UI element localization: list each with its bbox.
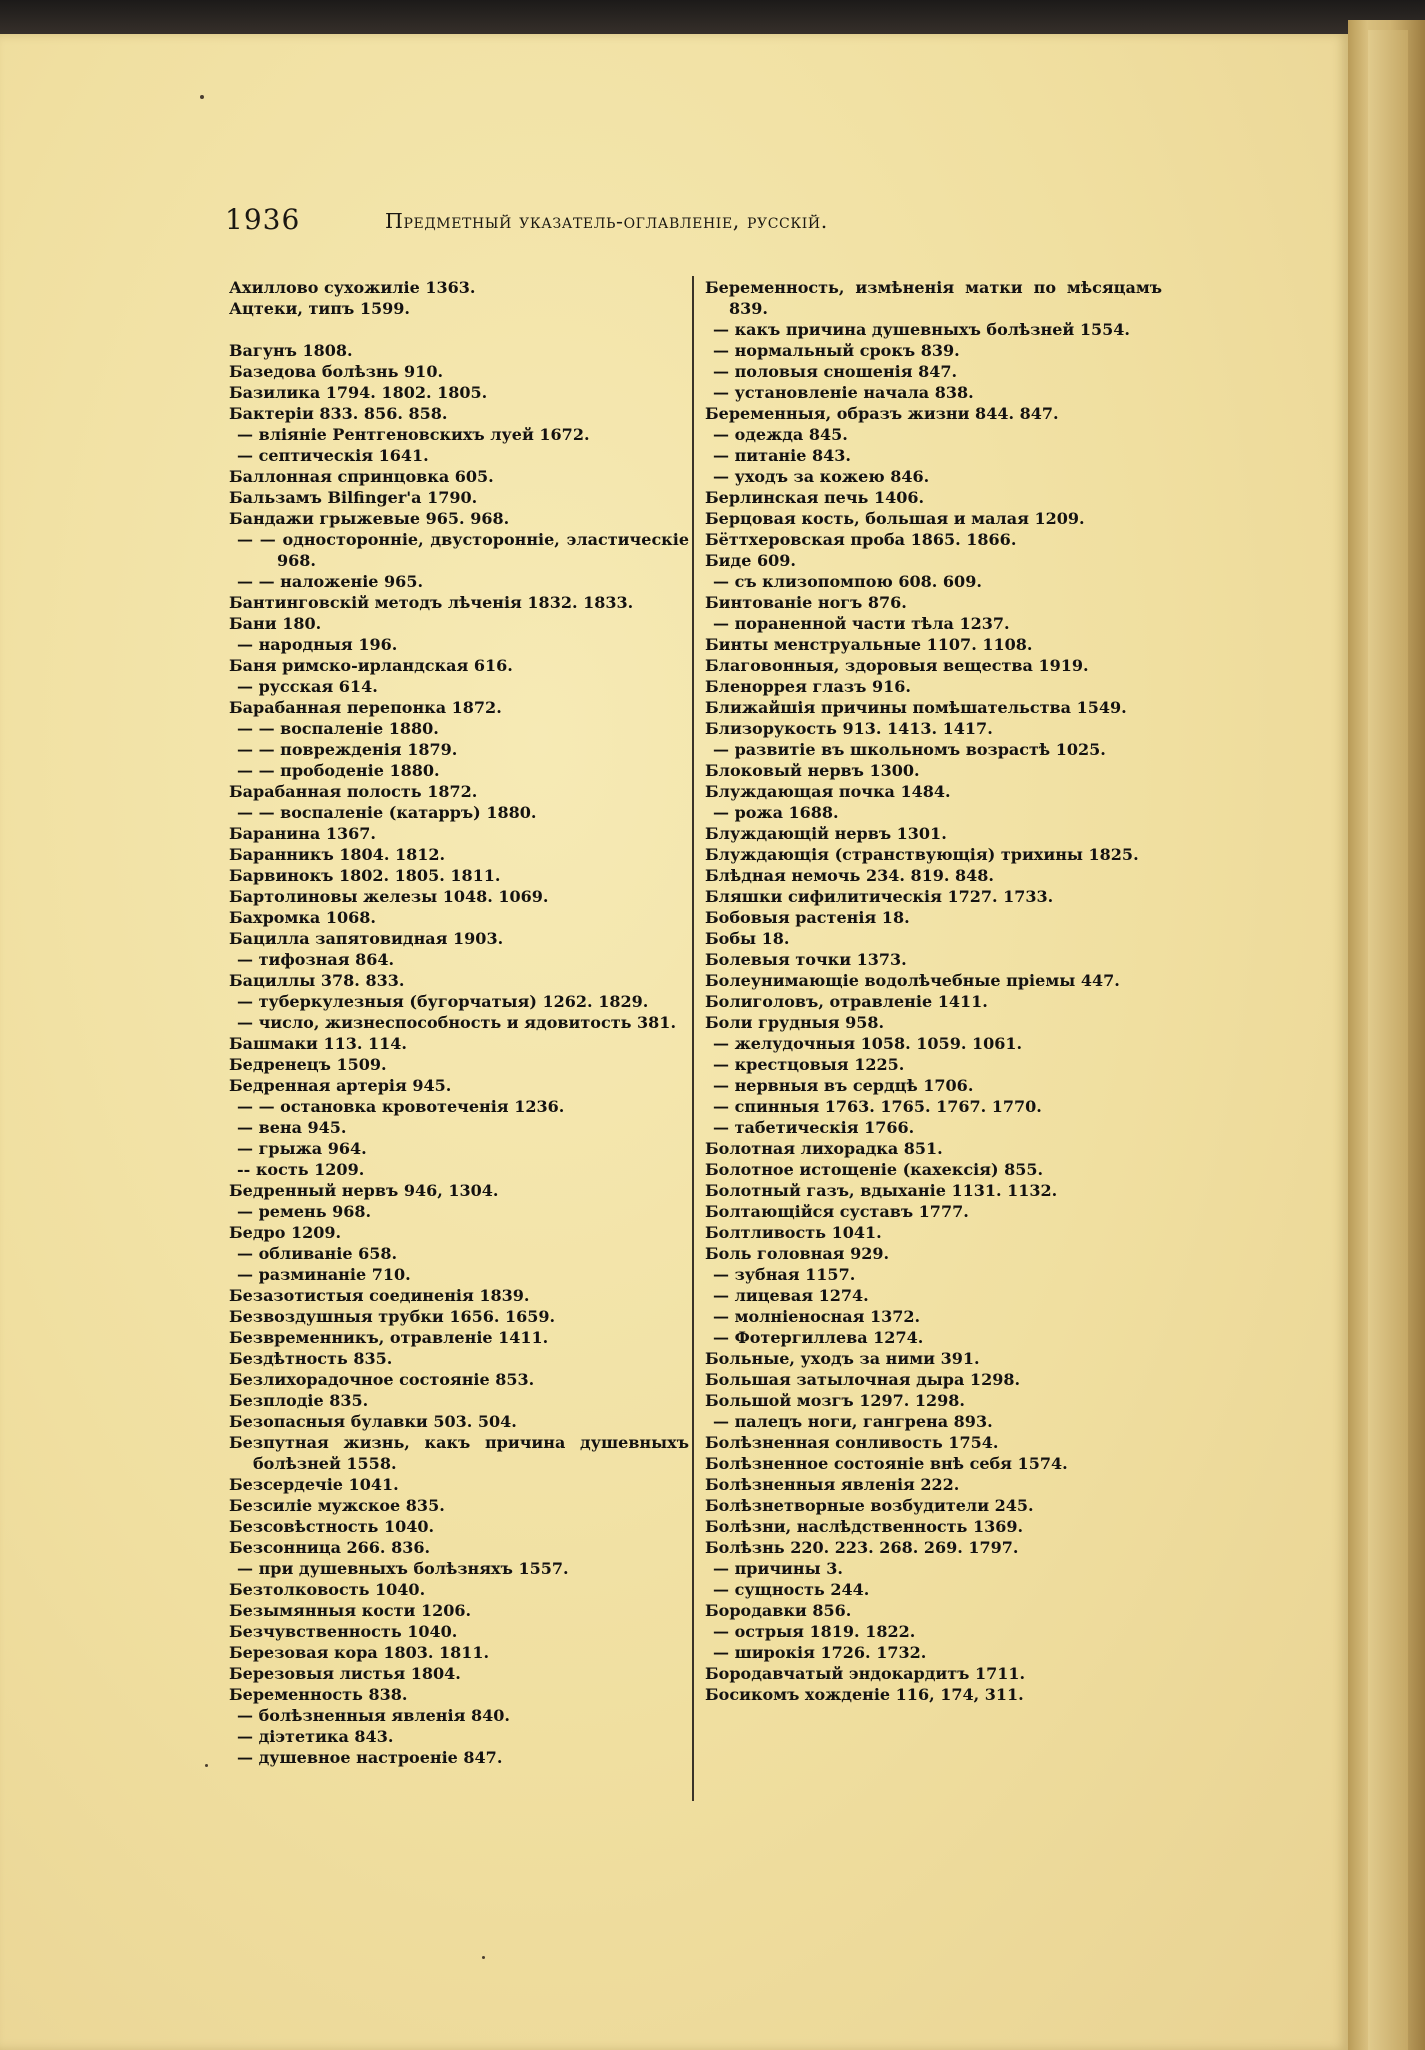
running-title: Предметный указатель-оглавленіе, русскій. xyxy=(385,209,828,233)
index-entry: — — поврежденія 1879. xyxy=(237,740,458,759)
index-entry: — септическія 1641. xyxy=(237,446,429,465)
index-entry: Блуждающій нервъ 1301. xyxy=(705,824,947,843)
index-entry: Бобы 18. xyxy=(705,929,790,948)
index-entry: Бородавки 856. xyxy=(705,1601,852,1620)
index-entry: Ацтеки, типъ 1599. xyxy=(229,299,410,318)
index-entry: — — наложеніе 965. xyxy=(237,572,424,591)
index-entry: — Фотергиллева 1274. xyxy=(713,1328,924,1347)
index-entry: Безазотистыя соединенія 1839. xyxy=(229,1286,530,1305)
index-entry: Бёттхеровская проба 1865. 1866. xyxy=(705,530,1017,549)
index-entry: Блуждающія (странствующія) трихины 1825. xyxy=(705,845,1139,864)
index-entry: Бальзамъ Bilfinger'а 1790. xyxy=(229,488,478,507)
index-entry: — молніеносная 1372. xyxy=(713,1307,921,1326)
index-entry: — діэтетика 843. xyxy=(237,1727,394,1746)
index-entry: Блѣдная немочь 234. 819. 848. xyxy=(705,866,994,885)
index-entry: Базедова болѣзнь 910. xyxy=(229,362,444,381)
index-entry: — пораненной части тѣла 1237. xyxy=(713,614,1010,633)
index-entry: — рожа 1688. xyxy=(713,803,839,822)
index-entry: Берцовая кость, большая и малая 1209. xyxy=(705,509,1085,528)
index-entry: Безпутная жизнь, какъ причина душевныхъ болѣзней 1558. xyxy=(229,1433,689,1473)
index-entry: Ближайшія причины помѣшательства 1549. xyxy=(705,698,1127,717)
index-entry: Бацилла запятовидная 1903. xyxy=(229,929,504,948)
index-column-left xyxy=(229,277,689,1768)
index-entry: Безымянныя кости 1206. xyxy=(229,1601,472,1620)
index-entry: — грыжа 964. xyxy=(237,1139,367,1158)
index-entry: — — односторонніе, двусторонніе, эластическіе 968. xyxy=(237,530,689,570)
index-entry: Болѣзнь 220. 223. 268. 269. 1797. xyxy=(705,1538,1019,1557)
index-entry: Бинты менструальные 1107. 1108. xyxy=(705,635,1033,654)
index-entry: — зубная 1157. xyxy=(713,1265,856,1284)
index-entry: Болѣзни, наслѣдственность 1369. xyxy=(705,1517,1024,1536)
index-entry: — табетическія 1766. xyxy=(713,1118,915,1137)
index-entry: Боли грудныя 958. xyxy=(705,1013,885,1032)
index-entry: Бахромка 1068. xyxy=(229,908,376,927)
index-entry: — широкія 1726. 1732. xyxy=(713,1643,927,1662)
index-entry: — — остановка кровотеченія 1236. xyxy=(237,1097,565,1116)
index-entry: — нормальный срокъ 839. xyxy=(713,341,960,360)
index-entry: Безвременникъ, отравленіе 1411. xyxy=(229,1328,549,1347)
index-entry: Бани 180. xyxy=(229,614,322,633)
index-entry: Благовонныя, здоровыя вещества 1919. xyxy=(705,656,1089,675)
index-entry: — спинныя 1763. 1765. 1767. 1770. xyxy=(713,1097,1042,1116)
index-entry: Болтающійся суставъ 1777. xyxy=(705,1202,969,1221)
index-entry: Болѣзненныя явленія 222. xyxy=(705,1475,960,1494)
index-entry: Бездѣтность 835. xyxy=(229,1349,393,1368)
index-entry: Босикомъ хожденіе 116, 174, 311. xyxy=(705,1685,1024,1704)
index-entry: Бинтованіе ногъ 876. xyxy=(705,593,907,612)
index-entry: Бленоррея глазъ 916. xyxy=(705,677,911,696)
index-entry: Беременность 838. xyxy=(229,1685,408,1704)
index-entry: — установленіе начала 838. xyxy=(713,383,974,402)
index-entry: Болѣзнетворные возбудители 245. xyxy=(705,1496,1034,1515)
index-entry: Биде 609. xyxy=(705,551,796,570)
index-entry: Бедро 1209. xyxy=(229,1223,342,1242)
index-entry: — разминаніе 710. xyxy=(237,1265,411,1284)
index-entry: Бедренецъ 1509. xyxy=(229,1055,387,1074)
index-entry: Берлинская печь 1406. xyxy=(705,488,925,507)
index-column-right xyxy=(705,277,1162,1705)
index-entry: — уходъ за кожею 846. xyxy=(713,467,930,486)
index-entry: — туберкулезныя (бугорчатыя) 1262. 1829. xyxy=(237,992,649,1011)
index-entry: Безлихорадочное состояніе 853. xyxy=(229,1370,535,1389)
index-entry: Безопасныя булавки 503. 504. xyxy=(229,1412,517,1431)
index-entry: — половыя сношенія 847. xyxy=(713,362,958,381)
index-entry: Баранина 1367. xyxy=(229,824,376,843)
index-entry: Безсердечіе 1041. xyxy=(229,1475,399,1494)
index-entry: — причины 3. xyxy=(713,1559,843,1578)
index-entry: Болотный газъ, вдыханіе 1131. 1132. xyxy=(705,1181,1058,1200)
index-entry: Большая затылочная дыра 1298. xyxy=(705,1370,1021,1389)
index-entry: — лицевая 1274. xyxy=(713,1286,869,1305)
index-entry: — палецъ ноги, гангрена 893. xyxy=(713,1412,993,1431)
index-entry: Бациллы 378. 833. xyxy=(229,971,405,990)
index-entry: Безсиліе мужское 835. xyxy=(229,1496,445,1515)
index-entry: Бородавчатый эндокардитъ 1711. xyxy=(705,1664,1026,1683)
index-entry: — крестцовыя 1225. xyxy=(713,1055,905,1074)
index-entry: Барабанная перепонка 1872. xyxy=(229,698,502,717)
index-entry: -- кость 1209. xyxy=(237,1160,365,1179)
index-entry: Болиголовъ, отравленіе 1411. xyxy=(705,992,988,1011)
index-entry: Беременныя, образъ жизни 844. 847. xyxy=(705,404,1059,423)
index-entry: — — прободеніе 1880. xyxy=(237,761,440,780)
index-entry: — какъ причина душевныхъ болѣзней 1554. xyxy=(713,320,1130,339)
index-entry: Болеунимающіе водолѣчебные пріемы 447. xyxy=(705,971,1120,990)
index-entry: — вена 945. xyxy=(237,1118,347,1137)
index-entry: — народныя 196. xyxy=(237,635,398,654)
index-entry: — сущность 244. xyxy=(713,1580,870,1599)
index-entry: Ахиллово сухожиліе 1363. xyxy=(229,278,476,297)
index-entry: Вагунъ 1808. xyxy=(229,341,353,360)
index-entry: — острыя 1819. 1822. xyxy=(713,1622,916,1641)
index-entry: Болтливость 1041. xyxy=(705,1223,882,1242)
index-entry: Болотная лихорадка 851. xyxy=(705,1139,943,1158)
index-entry: Барвинокъ 1802. 1805. 1811. xyxy=(229,866,501,885)
next-page-edge xyxy=(1368,30,1408,2050)
index-entry: — одежда 845. xyxy=(713,425,848,444)
index-entry: — желудочныя 1058. 1059. 1061. xyxy=(713,1034,1023,1053)
index-entry: Бактеріи 833. 856. 858. xyxy=(229,404,448,423)
index-entry: — тифозная 864. xyxy=(237,950,395,969)
index-entry: Баня римско-ирландская 616. xyxy=(229,656,513,675)
index-entry: Башмаки 113. 114. xyxy=(229,1034,407,1053)
index-entry: Березовая кора 1803. 1811. xyxy=(229,1643,490,1662)
index-entry: — ремень 968. xyxy=(237,1202,372,1221)
paper-speck xyxy=(200,95,204,99)
index-entry: — вліяніе Рентгеновскихъ луей 1672. xyxy=(237,425,590,444)
index-entry: Болотное истощеніе (кахексія) 855. xyxy=(705,1160,1044,1179)
index-entry: — обливаніе 658. xyxy=(237,1244,398,1263)
index-entry: — душевное настроеніе 847. xyxy=(237,1748,503,1767)
index-entry: Блоковый нервъ 1300. xyxy=(705,761,920,780)
paper-speck xyxy=(482,1956,485,1959)
index-entry: Безсовѣстность 1040. xyxy=(229,1517,435,1536)
paper-speck xyxy=(205,1764,208,1767)
index-entry: Баллонная спринцовка 605. xyxy=(229,467,494,486)
index-entry: Безвоздушныя трубки 1656. 1659. xyxy=(229,1307,556,1326)
index-entry: — питаніе 843. xyxy=(713,446,851,465)
index-entry: — болѣзненныя явленія 840. xyxy=(237,1706,510,1725)
index-entry: Бобовыя растенія 18. xyxy=(705,908,910,927)
index-entry: Березовыя листья 1804. xyxy=(229,1664,461,1683)
index-entry: Больные, уходъ за ними 391. xyxy=(705,1349,980,1368)
index-entry: — число, жизнеспособность и ядовитость 381. xyxy=(237,1013,677,1032)
column-divider xyxy=(692,276,694,1801)
page-number: 1936 xyxy=(225,203,301,236)
index-entry: Бедренная артерія 945. xyxy=(229,1076,452,1095)
index-entry: — — воспаленіе 1880. xyxy=(237,719,439,738)
index-entry: Безплодіе 835. xyxy=(229,1391,369,1410)
index-entry: Базилика 1794. 1802. 1805. xyxy=(229,383,488,402)
index-entry: — при душевныхъ болѣзняхъ 1557. xyxy=(237,1559,569,1578)
index-entry: Бедренный нервъ 946, 1304. xyxy=(229,1181,499,1200)
index-entry: — съ клизопомпою 608. 609. xyxy=(713,572,982,591)
index-entry: Боль головная 929. xyxy=(705,1244,890,1263)
index-entry: — нервныя въ сердцѣ 1706. xyxy=(713,1076,974,1095)
index-entry: Большой мозгъ 1297. 1298. xyxy=(705,1391,965,1410)
index-entry: — русская 614. xyxy=(237,677,378,696)
page-header xyxy=(225,203,1005,243)
index-entry: Бантинговскій методъ лѣченія 1832. 1833. xyxy=(229,593,634,612)
index-entry: Безтолковость 1040. xyxy=(229,1580,426,1599)
index-entry: Барабанная полость 1872. xyxy=(229,782,478,801)
index-entry: Бандажи грыжевые 965. 968. xyxy=(229,509,510,528)
index-entry: Баранникъ 1804. 1812. xyxy=(229,845,446,864)
index-entry: Блуждающая почка 1484. xyxy=(705,782,951,801)
index-entry: Болевыя точки 1373. xyxy=(705,950,907,969)
index-entry: Болѣзненное состояніе внѣ себя 1574. xyxy=(705,1454,1068,1473)
index-entry: — развитіе въ школьномъ возрастѣ 1025. xyxy=(713,740,1106,759)
index-entry: Безсонница 266. 836. xyxy=(229,1538,431,1557)
index-entry: Болѣзненная сонливость 1754. xyxy=(705,1433,999,1452)
index-entry: Бляшки сифилитическія 1727. 1733. xyxy=(705,887,1054,906)
index-entry: Беременность, измѣненія матки по мѣсяцамъ 839. xyxy=(705,278,1162,318)
index-entry: — — воспаленіе (катарръ) 1880. xyxy=(237,803,537,822)
index-entry: Близорукость 913. 1413. 1417. xyxy=(705,719,993,738)
index-entry: Безчувственность 1040. xyxy=(229,1622,458,1641)
index-entry: Бартолиновы железы 1048. 1069. xyxy=(229,887,549,906)
